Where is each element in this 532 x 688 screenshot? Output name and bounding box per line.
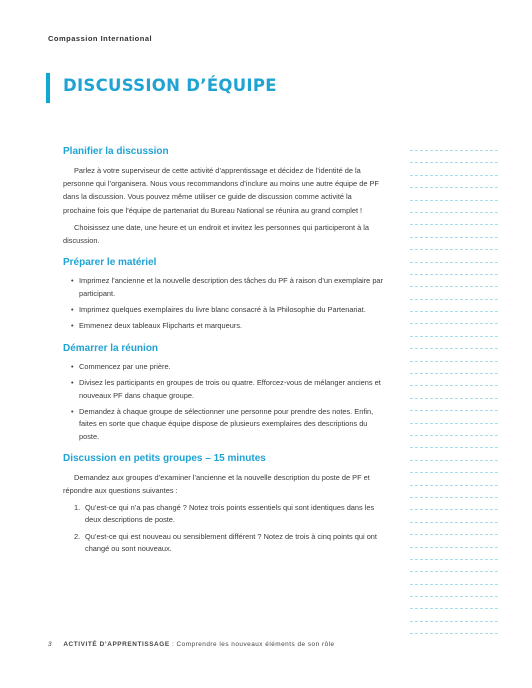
note-line [410,559,498,560]
note-line [410,262,498,263]
list-item: • Emmenez deux tableaux Flipcharts et marqueurs. [63,320,385,332]
notes-lines [410,150,498,646]
paragraph: Choisissez une date, une heure et un endroit et invitez les personnes qui participeront à la discussion. [63,222,369,246]
list-number: 1. [74,502,81,512]
section-heading: Discussion en petits groupes – 15 minutes [63,453,266,465]
note-line [410,361,498,362]
section-start-meeting [63,343,385,443]
note-line [410,348,498,349]
note-line [410,286,498,287]
footer-text: : Comprendre les nouveaux éléments de son rôle [169,641,335,648]
paragraph: Parlez à votre superviseur de cette activité d’apprentissage et décidez de l’identité de la personne qui l’organisera. Nous vous recommandons d’inclure au moins une autre équipe de PF dans la discussion. Vous pouvez même utiliser ce guide de discussion comme activité la prochaine fois que l’équipe de partenariat du Bureau National se réunira au grand complet ! [63,166,379,215]
list-item: • Imprimez quelques exemplaires du livre blanc consacré à la Philosophie du Partenariat. [63,304,385,316]
numbered-list [63,502,385,556]
note-line [410,373,498,374]
page-title: DISCUSSION D’ÉQUIPE [63,76,277,95]
note-line [410,460,498,461]
note-line [410,385,498,386]
note-line [410,410,498,411]
footer-label: ACTIVITÉ D’APPRENTISSAGE [63,641,170,648]
note-line [410,274,498,275]
section-heading: Préparer le matériel [63,257,157,269]
note-line [410,435,498,436]
note-line [410,336,498,337]
note-line [410,497,498,498]
bullet-list [63,361,385,443]
note-line [410,534,498,535]
section-plan [63,146,385,247]
list-item-text: Qu’est-ce qui n’a pas changé ? Notez trois points essentiels qui sont identiques dans les deux descriptions de poste. [85,502,375,525]
note-line [410,212,498,213]
note-line [410,571,498,572]
note-line [410,472,498,473]
list-item: • Divisez les participants en groupes de trois ou quatre. Efforcez-vous de mélanger anciens et nouveaux PF dans chaque groupe. [63,377,385,402]
section-heading: Démarrer la réunion [63,342,159,354]
header-org: Compassion International [48,34,153,43]
title-accent-bar [46,73,50,103]
note-line [410,187,498,188]
note-line [410,621,498,622]
note-line [410,485,498,486]
note-line [410,299,498,300]
note-line [410,150,498,151]
list-number: 2. [74,531,81,541]
note-line [410,447,498,448]
note-line [410,175,498,176]
list-item-text: Qu’est-ce qui est nouveau ou sensiblement différent ? Notez de trois à cinq points qui ont changé ou sont nouveaux. [85,531,377,553]
note-line [410,162,498,163]
note-line [410,633,498,634]
note-line [410,249,498,250]
list-item: • Demandez à chaque groupe de sélectionner une personne pour prendre des notes. Enfin, faites en sorte que chaque équipe dispose de plusieurs exemplaires des descriptions du poste. [63,406,385,443]
list-item: • Commencez par une prière. [63,361,385,373]
note-line [410,398,498,399]
page-number: 3 [48,641,52,648]
section-heading: Planifier la discussion [63,146,169,157]
paragraph: Demandez aux groupes d’examiner l’ancienne et la nouvelle description du poste de PF et répondre aux questions suivantes : [63,473,370,496]
note-line [410,323,498,324]
note-line [410,584,498,585]
note-line [410,596,498,597]
section-materials [63,257,385,333]
note-line [410,522,498,523]
main-content [63,146,385,565]
note-line [410,547,498,548]
note-line [410,237,498,238]
list-item [63,531,385,556]
footer [48,641,335,648]
note-line [410,224,498,225]
list-item: • Imprimez l’ancienne et la nouvelle description des tâches du PF à raison d’un exemplaire par participant. [63,275,385,300]
list-item [63,502,385,527]
note-line [410,423,498,424]
note-line [410,200,498,201]
bullet-list [63,275,385,333]
note-line [410,608,498,609]
note-line [410,311,498,312]
section-small-groups [63,453,385,555]
note-line [410,509,498,510]
